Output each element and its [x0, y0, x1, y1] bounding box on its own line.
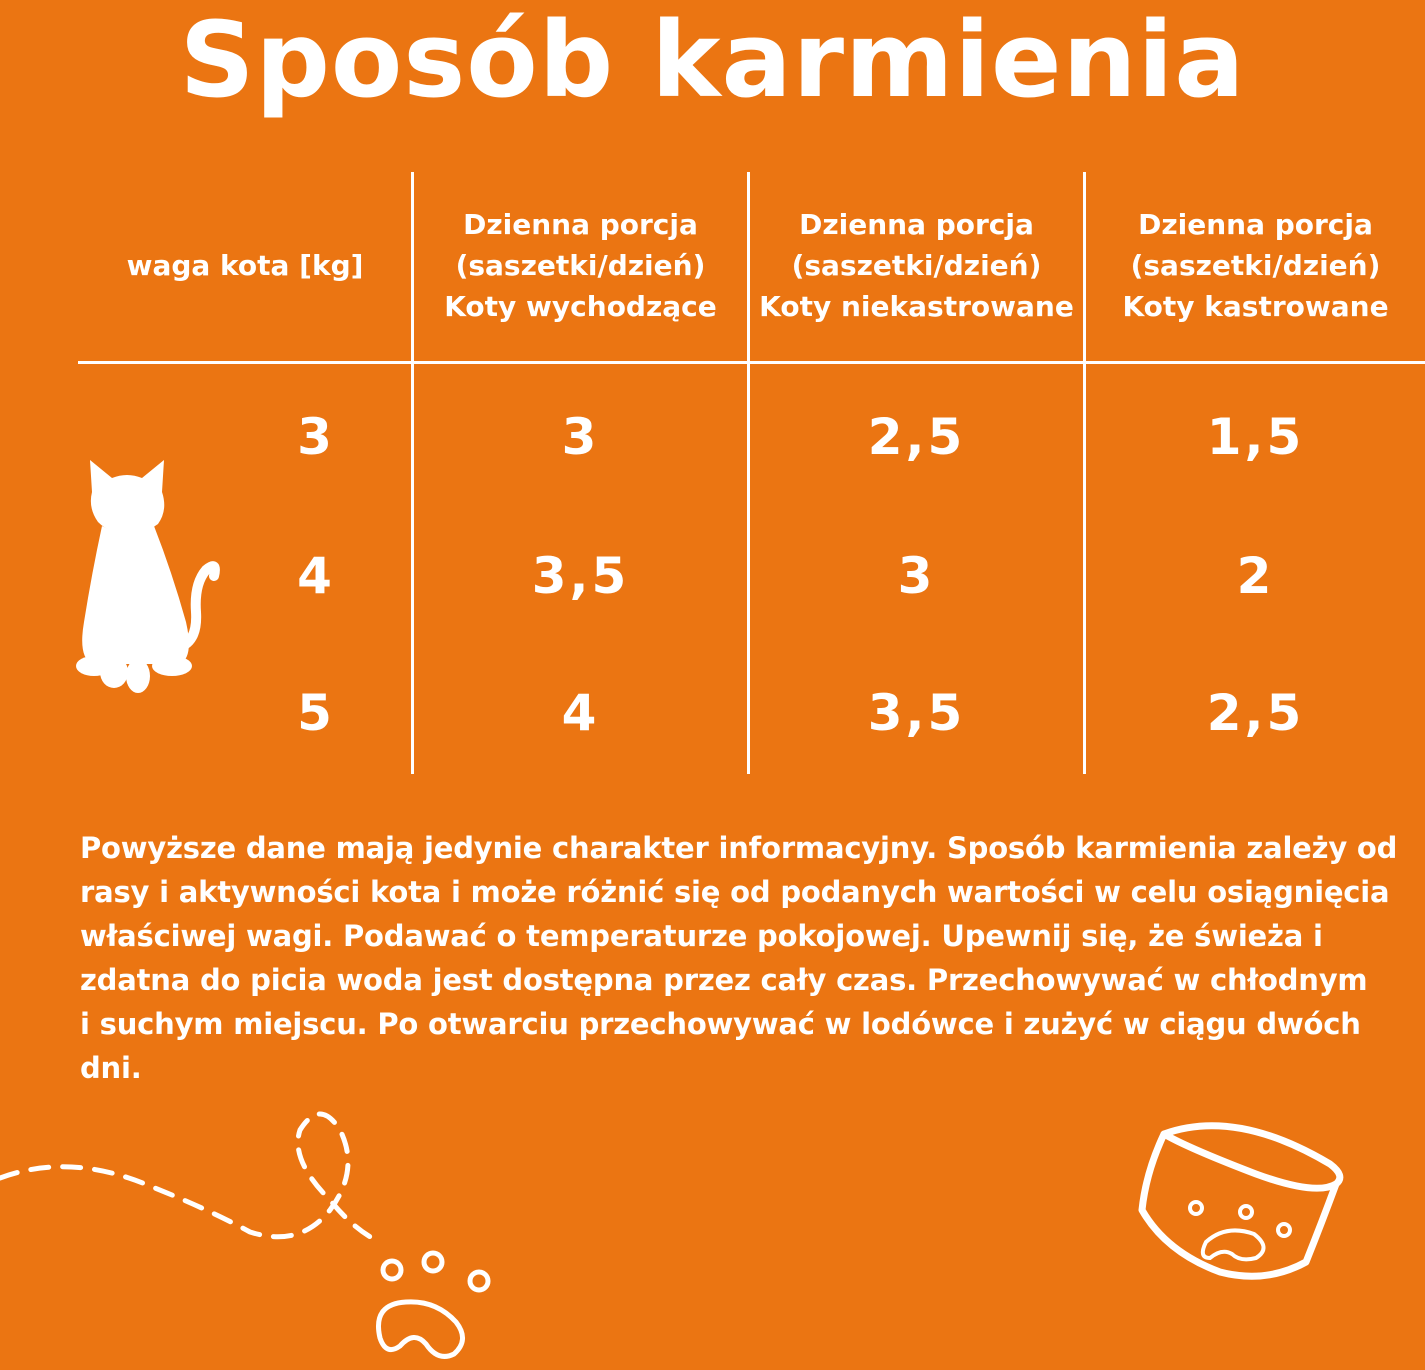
dashed-path-icon	[0, 1100, 380, 1250]
paw-print-icon	[366, 1250, 500, 1362]
table-cell-weight: 5	[297, 684, 335, 742]
header-non-neutered-cats	[750, 200, 1083, 330]
table-cell-outdoor: 4	[561, 684, 600, 742]
table-cell-neutered: 1,5	[1206, 408, 1305, 466]
table-cell-neutered: 2,5	[1206, 684, 1305, 742]
page-title: Sposób karmienia	[179, 0, 1246, 121]
cat-silhouette-icon	[72, 452, 222, 694]
table-cell-neutered: 2	[1236, 547, 1275, 605]
header-outdoor-cats	[414, 200, 747, 330]
table-header-divider	[78, 361, 1425, 364]
header-weight	[80, 200, 410, 330]
header-neutered-cats	[1086, 200, 1425, 330]
table-cell-non-neutered: 3	[897, 547, 936, 605]
table-cell-weight: 3	[297, 408, 335, 466]
table-cell-non-neutered: 2,5	[867, 408, 966, 466]
header-outdoor-cats-label: Dzienna porcja (saszetki/dzień) Koty wychodzące	[444, 207, 717, 323]
header-non-neutered-cats-label: Dzienna porcja (saszetki/dzień) Koty niekastrowane	[759, 207, 1074, 323]
header-weight-label: waga kota [kg]	[126, 248, 364, 282]
table-cell-outdoor: 3	[561, 408, 600, 466]
table-cell-non-neutered: 3,5	[867, 684, 966, 742]
table-cell-outdoor: 3,5	[531, 547, 630, 605]
feeding-note: Powyższe dane mają jedynie charakter informacyjny. Sposób karmienia zależy od rasy i aktywności kota i może różnić się od podanych wartości w celu osiągnięcia właściwej wagi. Podawać o temperaturze pokojowej. Upewnij się, że świeża i zdatna do picia woda jest dostępna przez cały czas. Przechowywać w chłodnym i suchym miejscu. Po otwarciu przechowywać w lodówce i zużyć w ciągu dwóch dni.	[80, 831, 1398, 1085]
food-bowl-icon	[1136, 1112, 1346, 1287]
table-cell-weight: 4	[297, 547, 335, 605]
header-neutered-cats-label: Dzienna porcja (saszetki/dzień) Koty kastrowane	[1122, 207, 1389, 323]
